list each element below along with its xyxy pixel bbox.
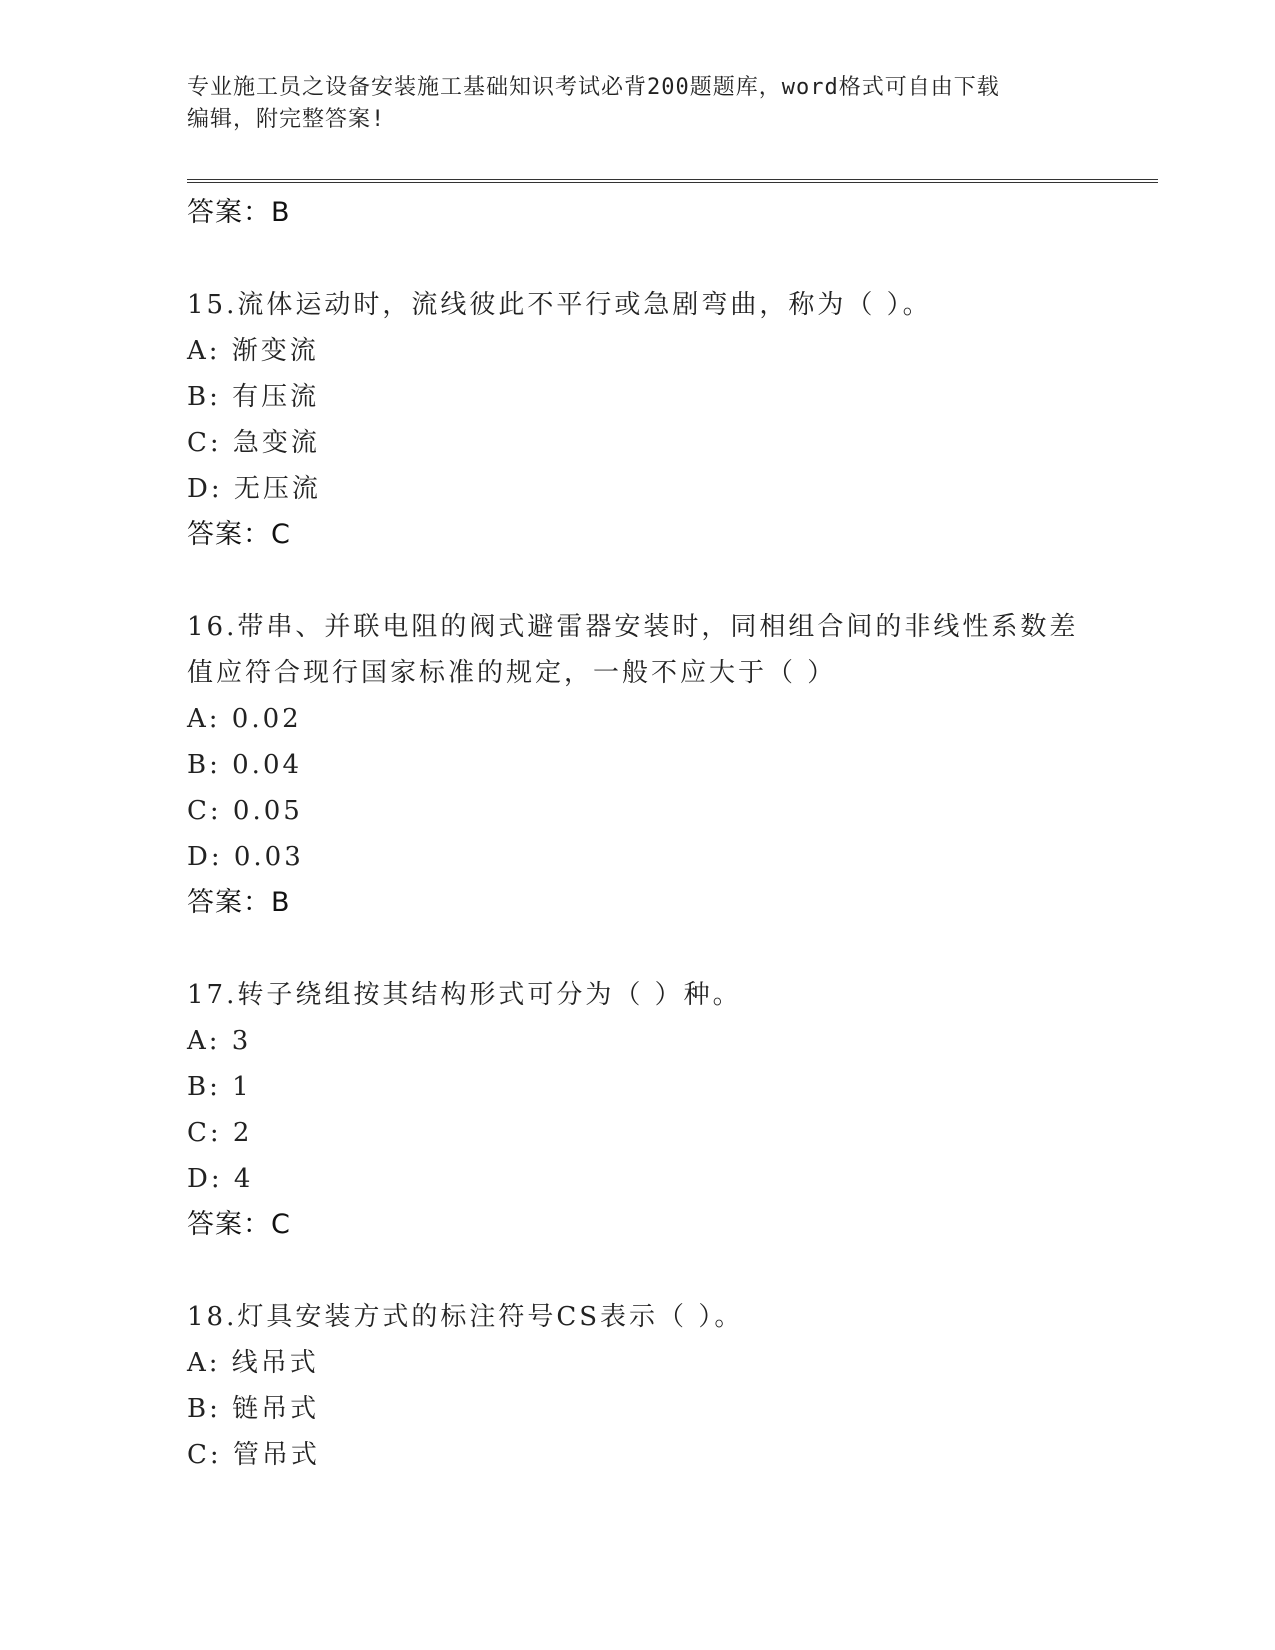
question-16-option-a: A: 0.02 <box>187 704 302 734</box>
header-title-line-2: 编辑，附完整答案! <box>187 107 386 132</box>
question-17-option-b: B: 1 <box>187 1072 252 1102</box>
question-16-answer: 答案：B <box>187 887 291 918</box>
question-15-option-a: A: 渐变流 <box>187 336 319 366</box>
header-title-line-1: 专业施工员之设备安装施工基础知识考试必背200题题库，word格式可自由下载 <box>187 75 1000 100</box>
question-18-option-b: B: 链吊式 <box>187 1394 320 1424</box>
spacer <box>187 926 1087 972</box>
question-18 <box>187 1294 1087 1478</box>
question-17 <box>187 972 1087 1248</box>
spacer <box>187 1248 1087 1294</box>
spacer <box>187 558 1087 604</box>
question-18-text: 18.灯具安装方式的标注符号CS表示（ ）。 <box>187 1302 744 1332</box>
question-15-text: 15.流体运动时，流线彼此不平行或急剧弯曲，称为（ ）。 <box>187 290 932 320</box>
question-17-option-c: C: 2 <box>187 1118 253 1148</box>
question-17-option-d: D: 4 <box>187 1164 254 1194</box>
question-15 <box>187 282 1087 558</box>
question-16-option-d: D: 0.03 <box>187 842 304 872</box>
answer-q14: 答案：B <box>187 197 291 228</box>
header-divider <box>187 179 1158 183</box>
question-15-option-b: B: 有压流 <box>187 382 320 412</box>
question-15-option-d: D: 无压流 <box>187 474 321 504</box>
spacer <box>187 236 1087 282</box>
page-header <box>187 72 1087 136</box>
question-16-option-c: C: 0.05 <box>187 796 303 826</box>
question-16-text-line-1: 16.带串、并联电阻的阀式避雷器安装时，同相组合间的非线性系数差 <box>187 612 1079 642</box>
question-17-answer: 答案：C <box>187 1209 291 1240</box>
question-16-option-b: B: 0.04 <box>187 750 303 780</box>
question-17-text: 17.转子绕组按其结构形式可分为（ ）种。 <box>187 980 742 1010</box>
question-17-option-a: A: 3 <box>187 1026 252 1056</box>
question-15-option-c: C: 急变流 <box>187 428 320 458</box>
question-16 <box>187 604 1087 926</box>
question-16-text-line-2: 值应符合现行国家标准的规定，一般不应大于（ ） <box>187 658 837 688</box>
question-18-option-c: C: 管吊式 <box>187 1440 320 1470</box>
question-15-answer: 答案：C <box>187 519 291 550</box>
question-18-option-a: A: 线吊式 <box>187 1348 319 1378</box>
document-body <box>187 190 1087 1478</box>
